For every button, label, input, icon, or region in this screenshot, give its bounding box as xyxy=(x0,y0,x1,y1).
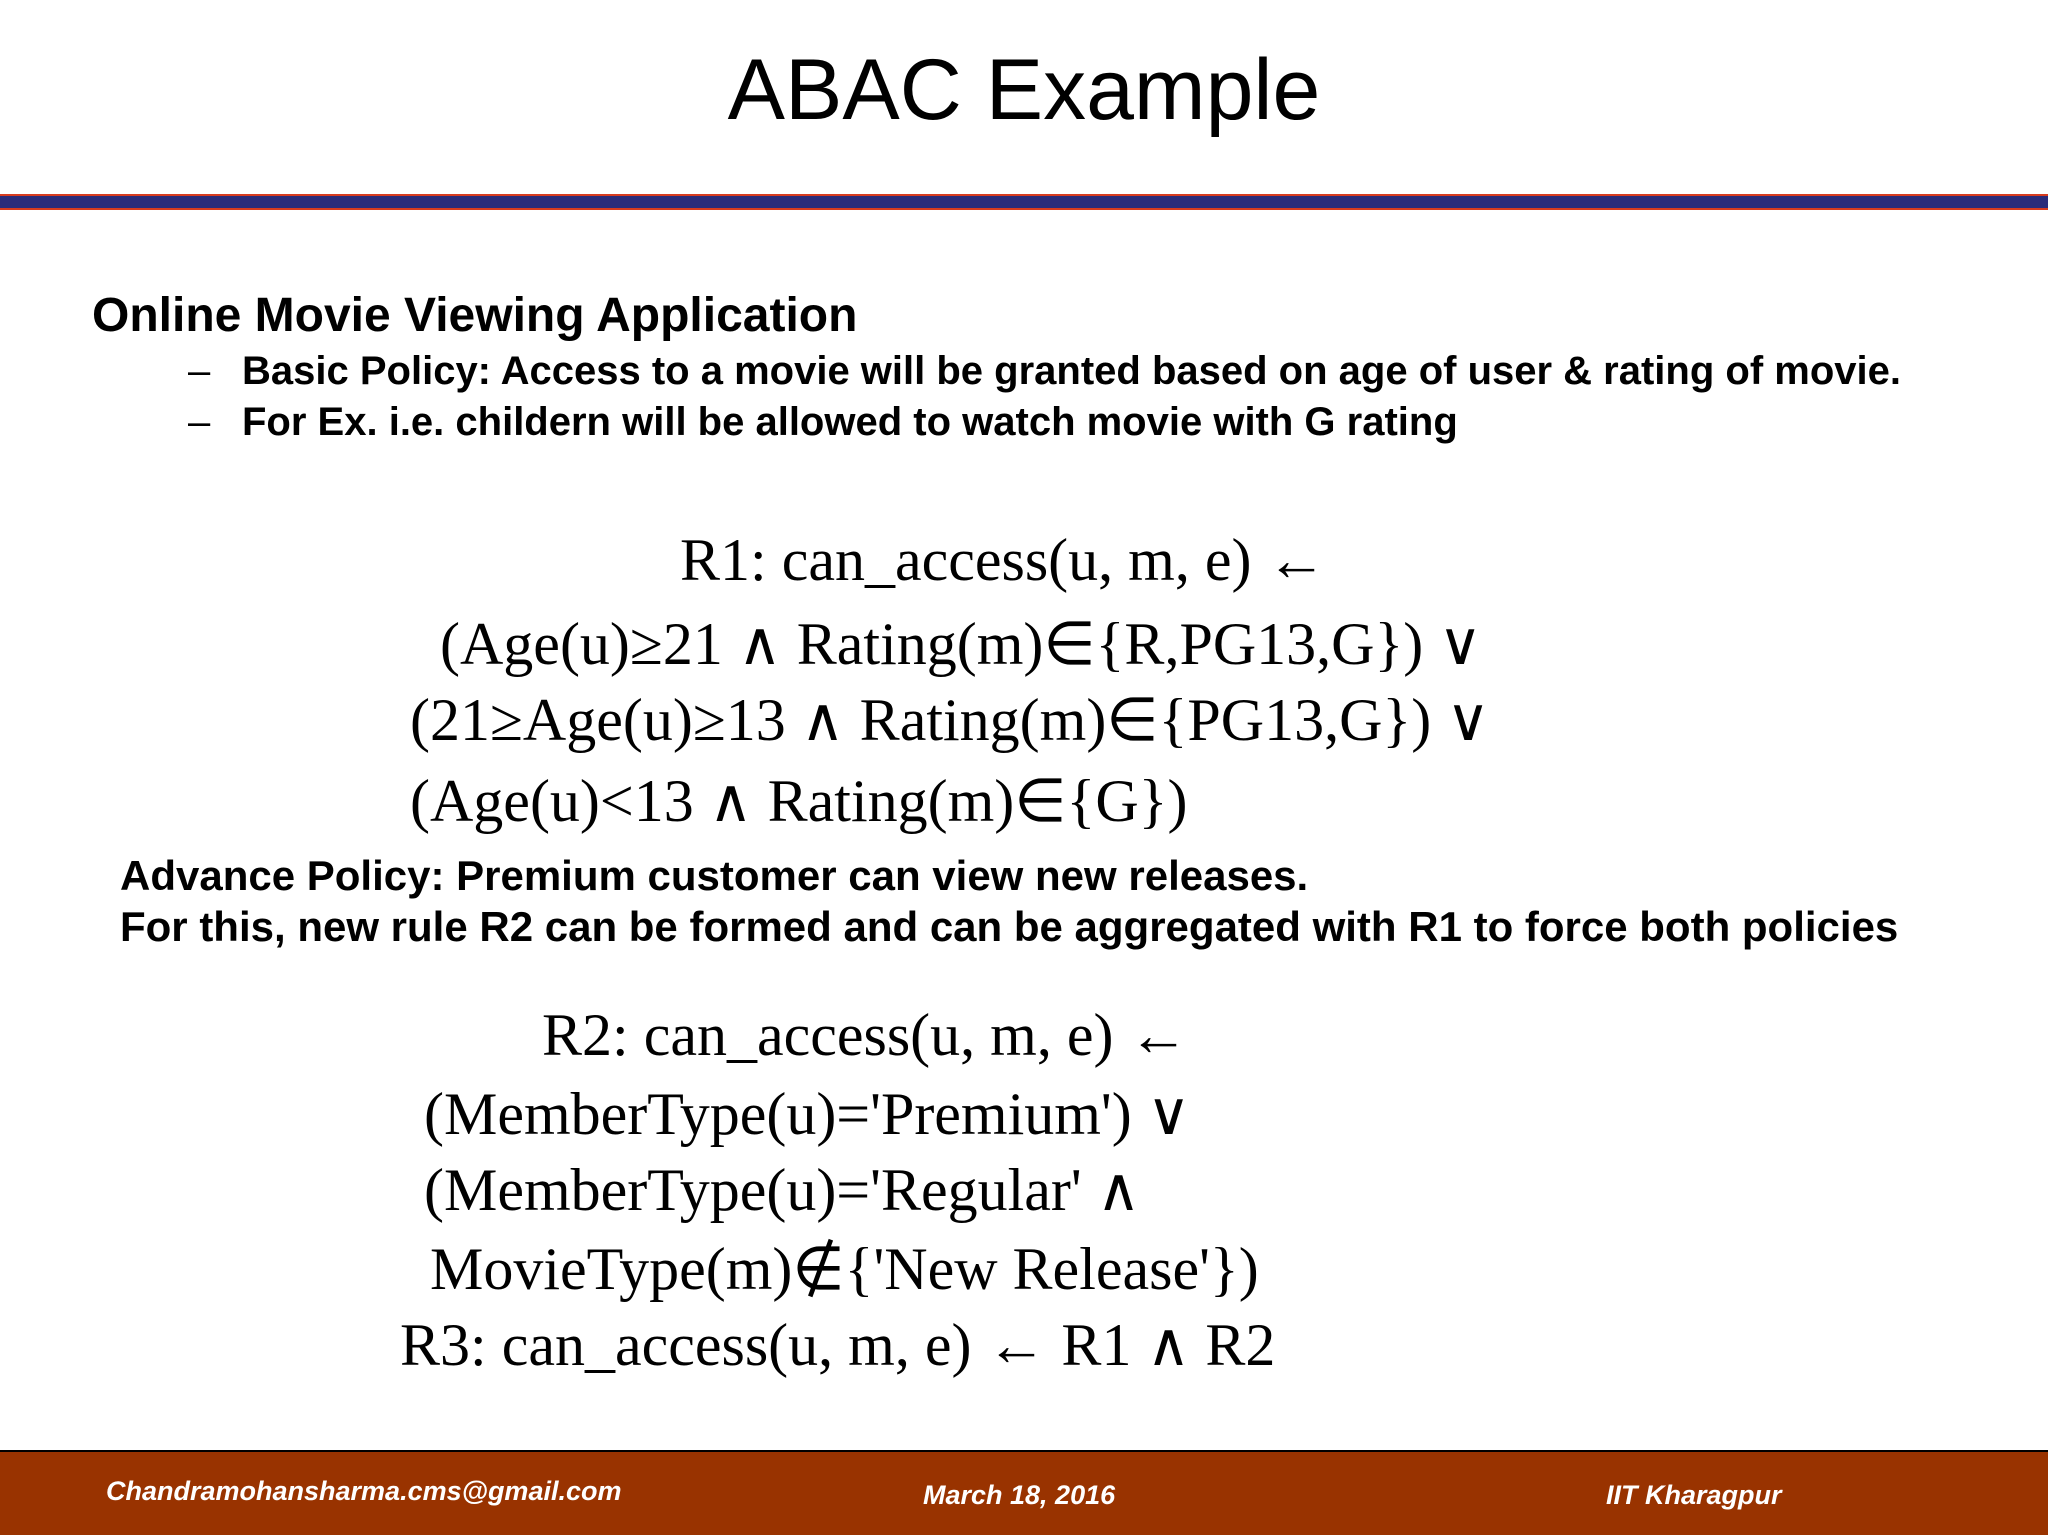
title-divider xyxy=(0,194,2048,210)
bullet-text: Basic Policy: Access to a movie will be granted based on age of user & rating of movie. xyxy=(242,349,1901,393)
r1-clause-teen: (21≥Age(u)≥13 ∧ Rating(m)∈{PG13,G}) ∨ xyxy=(410,687,1491,753)
advance-policy-rule-note: For this, new rule R2 can be formed and can be aggregated with R1 to force both policies xyxy=(120,903,1899,950)
r1-clause-child: (Age(u)<13 ∧ Rating(m)∈{G}) xyxy=(410,768,1188,834)
r2-clause-regular: (MemberType(u)='Regular' ∧ xyxy=(424,1157,1141,1223)
footer-date: March 18, 2016 xyxy=(923,1480,1116,1510)
advance-policy xyxy=(120,850,1952,952)
footer-email: Chandramohansharma.cms@gmail.com xyxy=(106,1476,622,1506)
bullet-basic-policy xyxy=(184,346,1940,397)
r1-clause-adult: (Age(u)≥21 ∧ Rating(m)∈{R,PG13,G}) ∨ xyxy=(440,611,1483,677)
slide-title: ABAC Example xyxy=(727,42,1321,138)
r2-clause-movietype: MovieType(m)∉{'New Release'}) xyxy=(430,1236,1259,1302)
r1-head: R1: can_access(u, m, e) ← xyxy=(680,527,1327,593)
advance-policy-line: Advance Policy: Premium customer can view new releases. xyxy=(120,852,1309,899)
r2-clause-premium: (MemberType(u)='Premium') ∨ xyxy=(424,1081,1191,1147)
bullet-marker: – xyxy=(188,349,211,393)
bullet-marker: – xyxy=(188,400,211,444)
bullet-text: For Ex. i.e. childern will be allowed to watch movie with G rating xyxy=(242,400,1458,444)
footer-institution: IIT Kharagpur xyxy=(1606,1480,1782,1510)
r2-head: R2: can_access(u, m, e) ← xyxy=(542,1002,1189,1068)
bullet-example xyxy=(184,397,1940,448)
r3-rule: R3: can_access(u, m, e) ← R1 ∧ R2 xyxy=(400,1312,1276,1378)
slide-footer xyxy=(0,1450,2048,1535)
section-heading: Online Movie Viewing Application xyxy=(92,289,858,342)
policy-bullets xyxy=(184,346,1940,448)
